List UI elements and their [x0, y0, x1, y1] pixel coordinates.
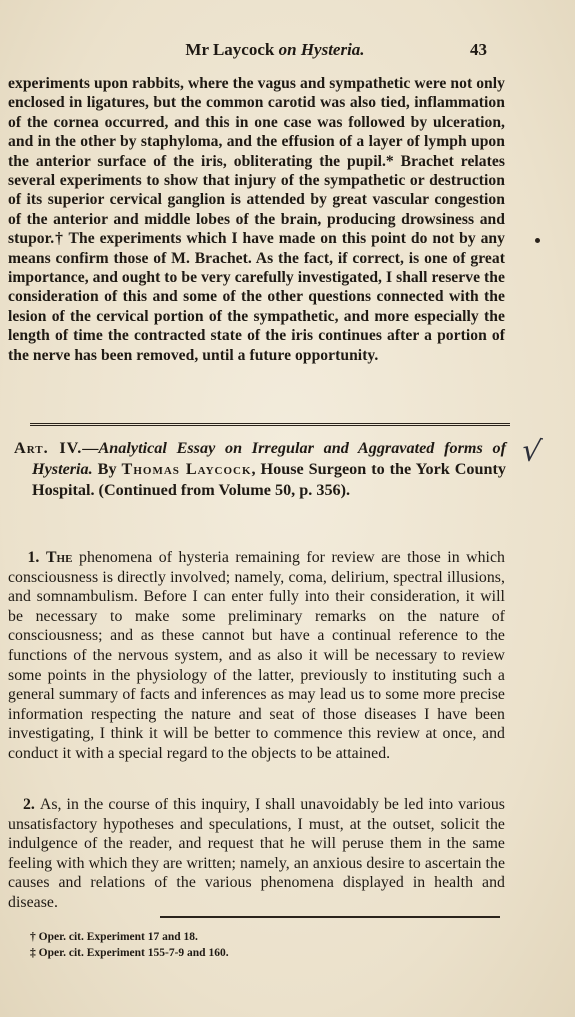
running-head	[120, 40, 430, 60]
page-number: 43	[470, 40, 487, 59]
footnote: ‡ Oper. cit. Experiment 155-7-9 and 160.	[30, 947, 229, 959]
section-1-text: phenomena of hysteria remaining for review are those in which consciousness is directly involved; namely, coma, delirium, spectral illusions, and somnambulism. Before I can enter fully into their consideration, it will be necessary to make some preliminary remarks on the nature of consciousness; and as these cannot but have a continual reference to the functions of the nervous system, and as also it will be necessary to review some points in the physiology of the latter, previously to instituting such a general summary of facts and inferences as may lead us to some more precise information respecting the nature and seat of those diseases I have been investigating, I think it will be better to commence this review at once, and conduct it with a special regard to the objects to be attained.	[8, 549, 505, 762]
section-2	[8, 795, 505, 913]
article-affiliation: , House Surgeon to the York County Hospital. (Continued from Volume 50, p. 356).	[32, 460, 506, 499]
footnote: † Oper. cit. Experiment 17 and 18.	[30, 931, 198, 943]
article-author: Thomas Laycock	[121, 460, 252, 478]
ink-dot	[535, 238, 540, 243]
section-2-text: As, in the course of this inquiry, I shall unavoidably be led into various unsatisfactory hypotheses and speculations, I must, at the outset, solicit the indulgence of the reader, and request that he will peruse them in the same feeling with which they are written; namely, an anxious desire to ascertain the causes and relations of the various phenomena displayed in health and disease.	[8, 796, 506, 911]
footnotes	[30, 929, 430, 961]
section-1	[8, 548, 505, 764]
running-head-title: Hysteria.	[300, 40, 365, 59]
article-title: —Analytical Essay on Irregular and Aggravated forms of Hysteria.	[32, 439, 506, 478]
article-heading	[14, 438, 506, 501]
paragraph-continuation: experiments upon rabbits, where the vagus and sympathetic were not only enclosed in ligatures, but the common carotid was also tied, inflammation of the cornea occurred, and this in one case was followed by ulceration, and in the other by staphyloma, and the effusion of a layer of lymph upon the anterior surface of the iris, obliterating the pupil.* Brachet relates several experiments to show that injury of the sympathetic or destruction of its superior cervical ganglion is attended by great vascular congestion of the anterior and middle lobes of the brain, producing drowsiness and stupor.† The experiments which I have made on this point do not by any means confirm those of M. Brachet. As the fact, if correct, is one of great importance, and ought to be very carefully investigated, I shall reserve the consideration of this and some of the other questions connected with the lesion of the cervical portion of the sympathetic, and more especially the length of time the contracted state of the iris continues after a portion of the nerve has been removed, until a future opportunity.	[8, 75, 505, 364]
article-by: By	[92, 460, 122, 478]
section-1-number: 1.	[27, 549, 46, 566]
footnote-rule	[160, 916, 500, 918]
running-head-author: Mr Laycock	[185, 40, 279, 59]
section-2-number: 2.	[22, 796, 40, 813]
margin-check-mark: √	[519, 432, 544, 471]
running-head-on: on	[278, 40, 297, 59]
section-1-lead: The	[45, 549, 73, 566]
section-rule	[30, 423, 510, 426]
article-label: Art. IV.	[14, 439, 83, 457]
